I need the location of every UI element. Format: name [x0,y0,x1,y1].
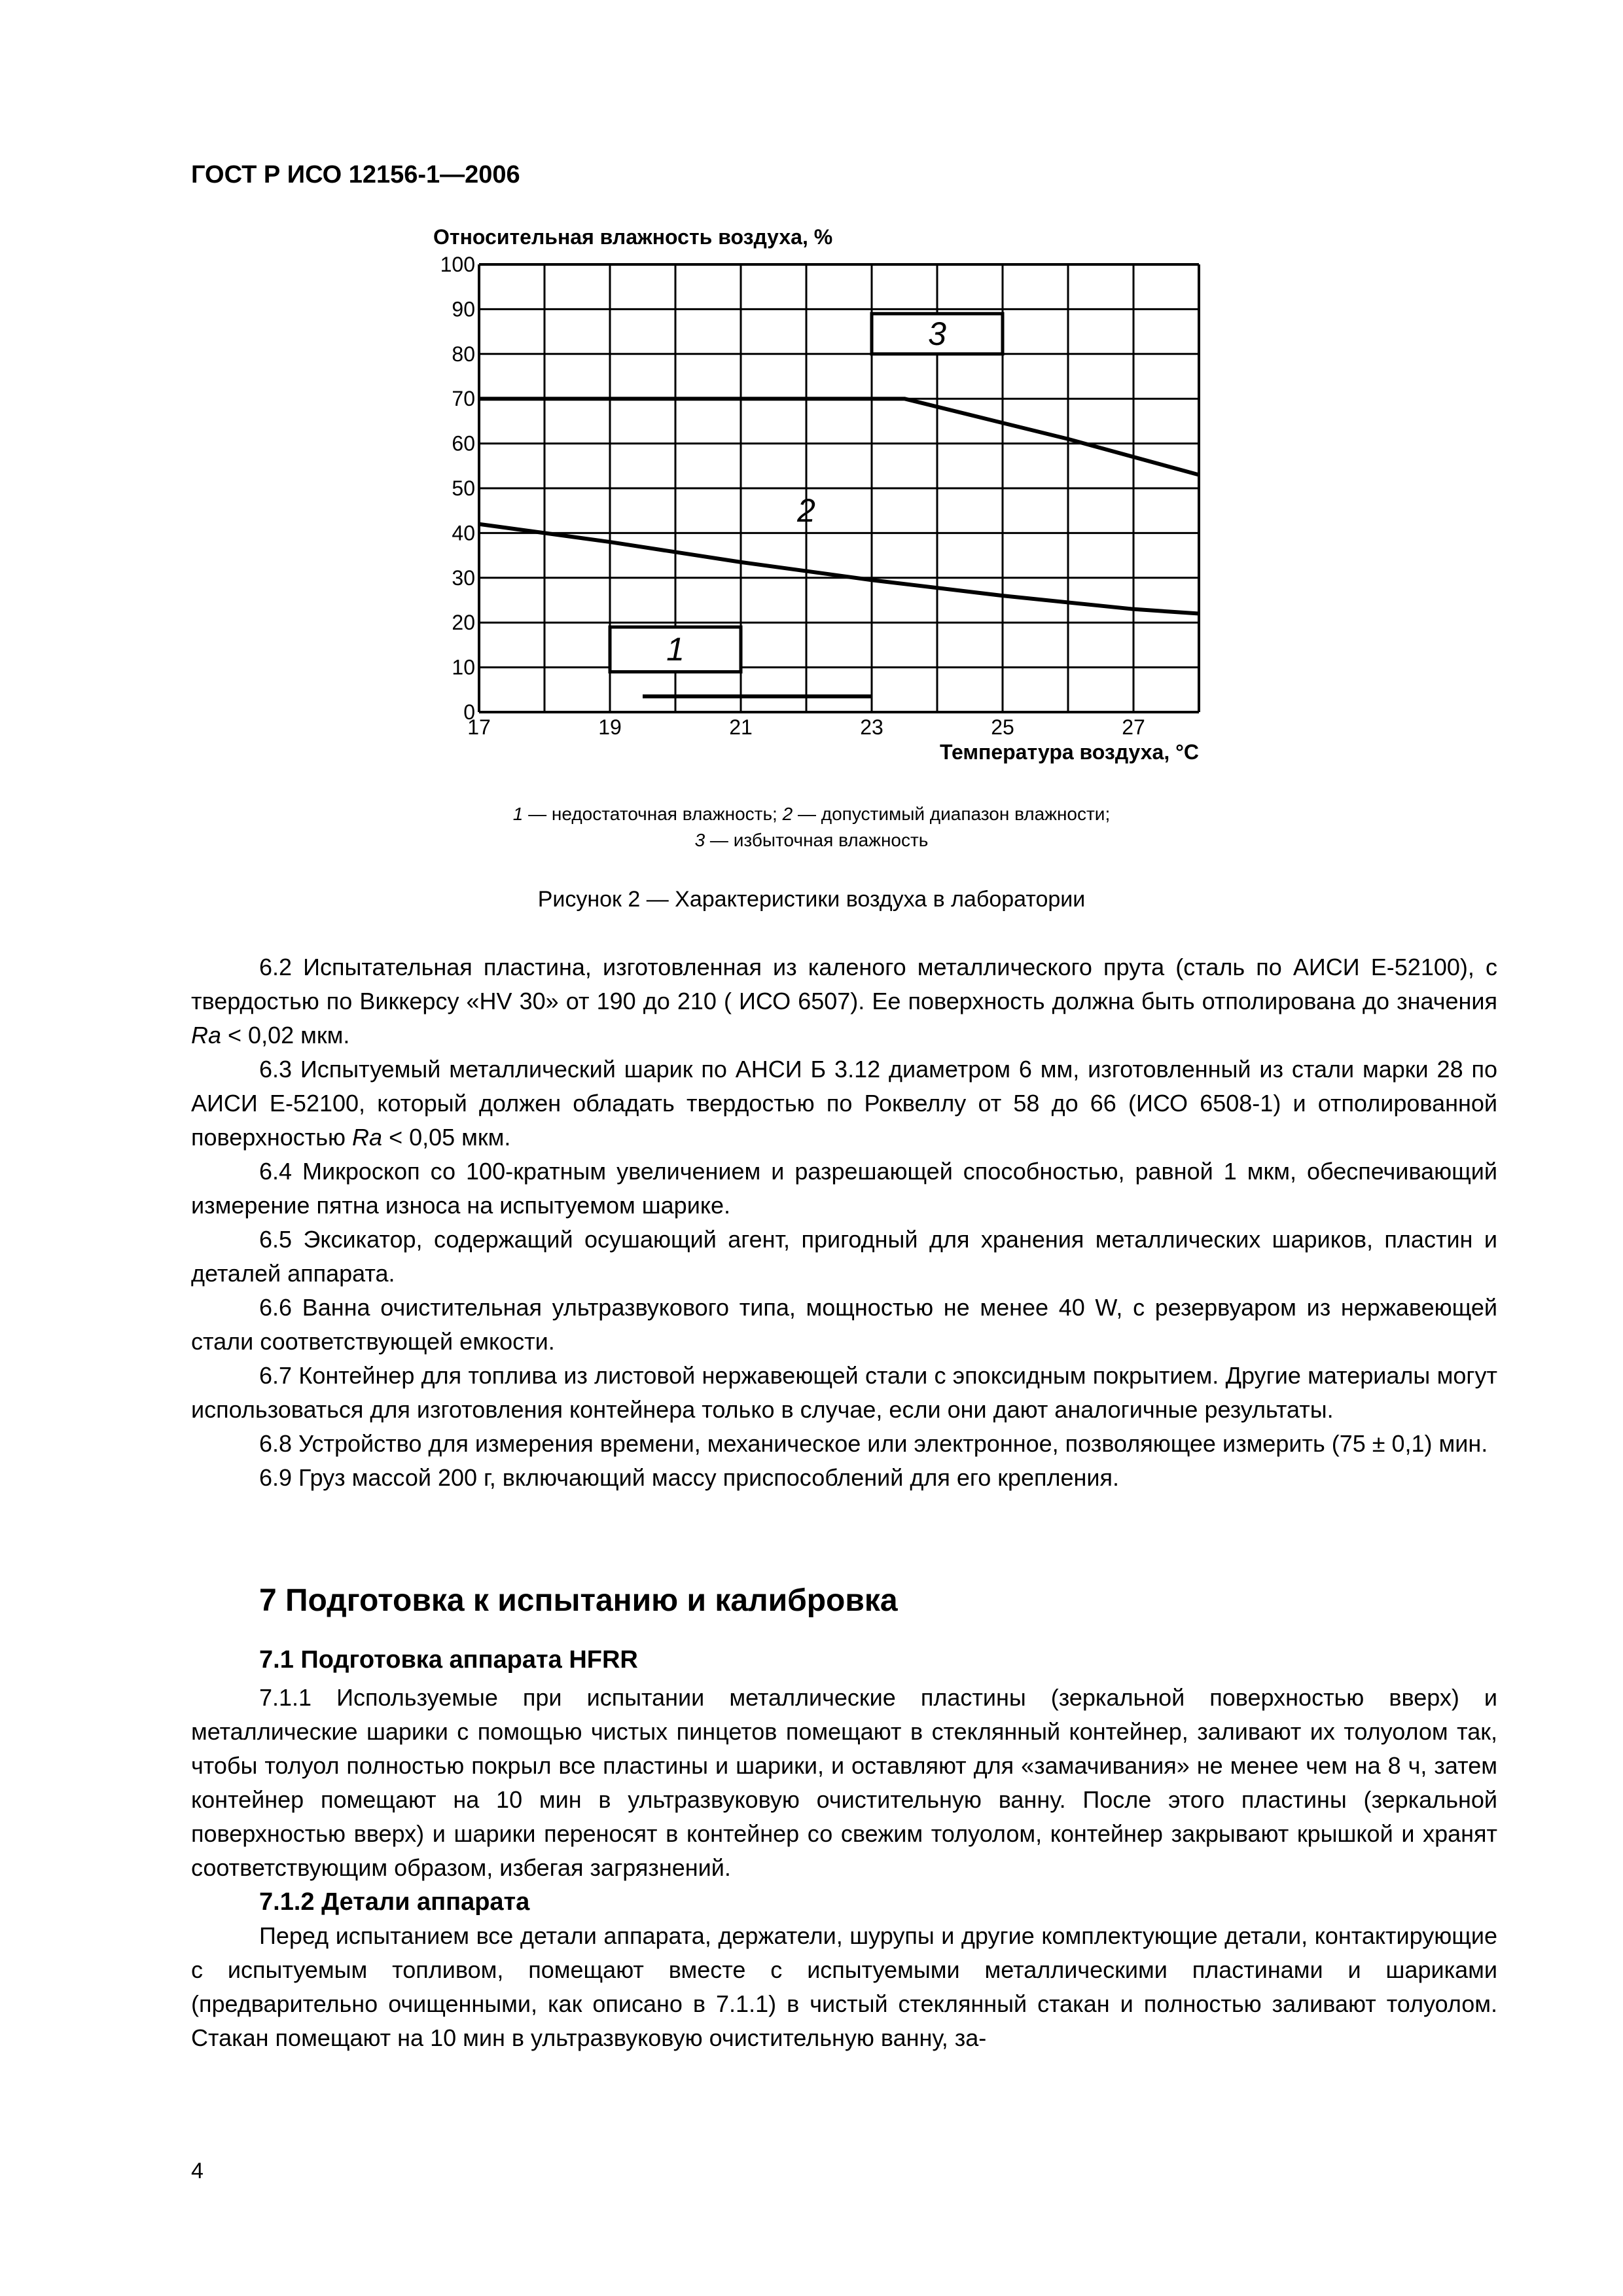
figure-legend-line-1 [0,801,1623,827]
y-tick-label: 90 [452,297,475,321]
y-tick-label: 0 [463,700,475,724]
paragraph-6-2-text: 6.2 Испытательная пластина, изготовленная из каленого металлического прута (сталь по АИСИ Е-52100), с твердостью по Виккерсу «HV 30» от 190 до 210 ( ИСО 6507). Ее поверхность должна быть отполирована до значения [191,954,1497,1014]
x-tick-label: 19 [598,715,622,739]
y-tick-label: 100 [440,253,475,276]
paragraph-6-3-end: < 0,05 мкм. [382,1124,511,1151]
paragraph-6-6: 6.6 Ванна очистительная ультразвукового типа, мощностью не менее 40 W, с резервуаром из нержавеющей стали соответствующей емкости. [191,1294,1497,1355]
x-tick-label: 17 [467,715,491,739]
paragraph-6-2 [191,950,1497,1052]
series-line-2 [479,524,1199,614]
subsection-7-1-2-heading: 7.1.2 Детали аппарата [259,1888,530,1916]
y-tick-label: 20 [452,611,475,635]
figure-caption: Рисунок 2 — Характеристики воздуха в лаборатории [537,887,1086,912]
paragraph-6-4: 6.4 Микроскоп со 100-кратным увеличением и разрешающей способностью, равной 1 мкм, обеспечивающий измерение пятна износа на испытуемом шарике. [191,1158,1497,1219]
y-tick-label: 60 [452,431,475,456]
page-number: 4 [191,2159,204,2183]
x-tick-label: 23 [860,715,883,739]
paragraph-6-5: 6.5 Эксикатор, содержащий осушающий агент, пригодный для хранения металлических шариков, пластин и деталей аппарата. [191,1226,1497,1287]
paragraph-7-1-1: 7.1.1 Используемые при испытании металлические пластины (зеркальной поверхностью вверх) и металлические шарики с помощью чистых пинцетов помещают в стеклянный контейнер, заливают их толуолом так, чтобы толуол полностью покрыл все пластины и шарики, и оставляют для «замачивания» не менее чем на 8 ч, затем контейнер помещают на 10 мин в ультразвуковую очистительную ванну. После этого пластины (зеркальной поверхностью вверх) и шарики переносят в контейнер со свежим толуолом, контейнер закрывают крышкой и хранят соответствующим образом, избегая загрязнений. [191,1684,1497,1881]
paragraph-6-3-text: 6.3 Испытуемый металлический шарик по АНСИ Б 3.12 диаметром 6 мм, изготовленный из стали марки 28 по АИСИ Е-52100, который должен обладать твердостью по Роквеллу от 58 до 66 (ИСО 6508-1) и отполированной поверхностью [191,1056,1497,1151]
paragraph-6-2-end: < 0,02 мкм. [221,1022,350,1049]
section-6-body [191,950,1497,1495]
region-label-3: 3 [928,315,946,353]
ra-symbol: Ra [352,1124,383,1151]
chart-xlabel: Температура воздуха, °С [940,740,1199,764]
region-label-1: 1 [666,631,685,668]
y-tick-label: 50 [452,476,475,500]
legend-text-3: — избыточная влажность [705,830,929,850]
legend-text-1: — недостаточная влажность; [523,804,783,824]
y-tick-label: 10 [452,655,475,679]
figure-legend-line-2 [0,827,1623,853]
legend-number-3: 3 [694,830,705,850]
paragraph-6-3 [191,1052,1497,1155]
y-tick-label: 70 [452,387,475,411]
legend-number-2: 2 [782,804,793,824]
paragraph-6-7: 6.7 Контейнер для топлива из листовой нержавеющей стали с эпоксидным покрытием. Другие материалы могут использоваться для изготовления контейнера только в случае, если они дают аналогичные результаты. [191,1362,1497,1423]
paragraph-7-1-2: Перед испытанием все детали аппарата, держатели, шурупы и другие комплектующие детали, контактирующие с испытуемым топливом, помещают вместе с испытуемыми металлическими пластинами и шариками (предварительно очищенными, как описано в 7.1.1) в чистый стеклянный стакан и полностью заливают толуолом. Стакан помещают на 10 мин в ультразвуковую очистительную ванну, за- [191,1922,1497,2051]
document-header: ГОСТ Р ИСО 12156-1—2006 [191,161,520,188]
humidity-chart [0,0,1623,818]
paragraph-6-8: 6.8 Устройство для измерения времени, механическое или электронное, позволяющее измерить (75 ± 0,1) мин. [259,1430,1488,1457]
legend-text-2: — допустимый диапазон влажности; [793,804,1111,824]
y-tick-label: 40 [452,521,475,545]
y-tick-label: 30 [452,565,475,590]
chart-ylabel: Относительная влажность воздуха, % [433,225,833,249]
y-tick-label: 80 [452,342,475,366]
section-7-heading: 7 Подготовка к испытанию и калибровка [259,1583,898,1618]
legend-number-1: 1 [512,804,524,824]
x-tick-label: 25 [991,715,1014,739]
x-tick-label: 27 [1122,715,1145,739]
subsection-7-1-heading: 7.1 Подготовка аппарата HFRR [259,1646,638,1674]
series-line-1 [479,399,1199,475]
section-7-body [191,1643,1497,2055]
paragraph-6-9: 6.9 Груз массой 200 г, включающий массу приспособлений для его крепления. [259,1464,1120,1491]
ra-symbol: Ra [191,1022,222,1049]
region-label-2: 2 [797,492,815,529]
x-tick-label: 21 [729,715,753,739]
